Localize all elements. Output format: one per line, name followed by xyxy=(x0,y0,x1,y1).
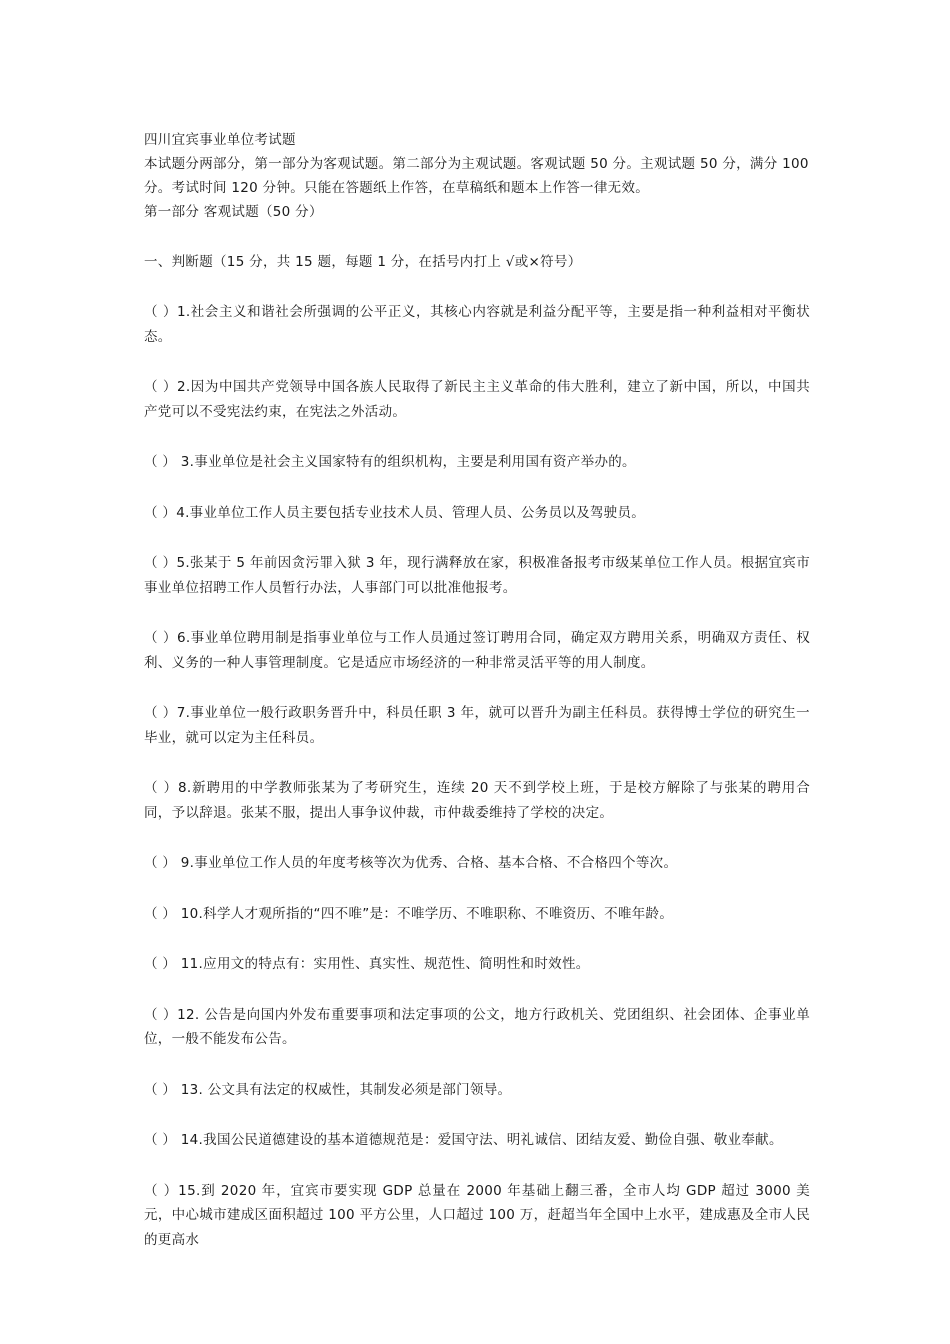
question-9 xyxy=(144,851,810,876)
question-15 xyxy=(144,1179,810,1253)
question-8 xyxy=(144,776,810,825)
question-text: （ ）15.到 2020 年，宜宾市要实现 GDP 总量在 2000 年基础上翻三番，全市人均 GDP 超过 3000 美元，中心城市建成区面积超过 100 平方公里，人口超过 100 万，赶超当年全国中上水平，建成惠及全市人民的更高水 xyxy=(144,1182,810,1248)
question-5 xyxy=(144,551,810,600)
question-text: （ ）12. 公告是向国内外发布重要事项和法定事项的公文，地方行政机关、党团组织、社会团体、企事业单位，一般不能发布公告。 xyxy=(144,1006,810,1047)
question-11 xyxy=(144,952,810,977)
question-text: （ ）8.新聘用的中学教师张某为了考研究生，连续 20 天不到学校上班，于是校方解除了与张某的聘用合同，予以辞退。张某不服，提出人事争议仲裁，市仲裁委维持了学校的决定。 xyxy=(144,780,810,821)
question-6 xyxy=(144,626,810,675)
document-title: 四川宜宾事业单位考试题 xyxy=(144,132,296,148)
question-13 xyxy=(144,1078,810,1103)
question-7 xyxy=(144,701,810,750)
question-text: （ ） 11.应用文的特点有：实用性、真实性、规范性、简明性和时效性。 xyxy=(144,956,590,972)
question-text: （ ）2.因为中国共产党领导中国各族人民取得了新民主主义革命的伟大胜利，建立了新中国，所以，中国共产党可以不受宪法约束，在宪法之外活动。 xyxy=(144,379,810,420)
question-text: （ ） 13. 公文具有法定的权威性，其制发必须是部门领导。 xyxy=(144,1081,512,1098)
question-text: （ ） 3.事业单位是社会主义国家特有的组织机构，主要是利用国有资产举办的。 xyxy=(144,454,636,470)
intro-line-1: 本试题分两部分，第一部分为客观试题。第二部分为主观试题。客观试题 50 分。主观试题 50 分，满分 100 xyxy=(144,156,809,172)
question-text: （ ）4.事业单位工作人员主要包括专业技术人员、管理人员、公务员以及驾驶员。 xyxy=(144,504,646,521)
question-14 xyxy=(144,1128,810,1153)
question-4 xyxy=(144,501,810,526)
section-one-heading: 一、判断题（15 分，共 15 题，每题 1 分，在括号内打上 √或×符号） xyxy=(144,254,582,270)
intro-line-2: 分。考试时间 120 分钟。只能在答题纸上作答，在草稿纸和题本上作答一律无效。 xyxy=(144,180,650,196)
question-text: （ ）5.张某于 5 年前因贪污罪入狱 3 年，现行满释放在家，积极准备报考市级某单位工作人员。根据宜宾市事业单位招聘工作人员暂行办法，人事部门可以批准他报考。 xyxy=(144,555,810,596)
question-2 xyxy=(144,375,810,424)
part-one-heading: 第一部分 客观试题（50 分） xyxy=(144,204,323,220)
question-12 xyxy=(144,1003,810,1052)
question-1 xyxy=(144,300,810,349)
document-content xyxy=(144,128,810,1278)
question-text: （ ）6.事业单位聘用制是指事业单位与工作人员通过签订聘用合同，确定双方聘用关系，明确双方责任、权利、义务的一种人事管理制度。它是适应市场经济的一种非常灵活平等的用人制度。 xyxy=(144,630,810,671)
question-text: （ ） 9.事业单位工作人员的年度考核等次为优秀、合格、基本合格、不合格四个等次。 xyxy=(144,855,678,871)
question-10 xyxy=(144,902,810,927)
question-3 xyxy=(144,450,810,475)
question-text: （ ） 14.我国公民道德建设的基本道德规范是：爱国守法、明礼诚信、团结友爱、勤俭自强、敬业奉献。 xyxy=(144,1132,783,1148)
question-text: （ ） 10.科学人才观所指的“四不唯”是：不唯学历、不唯职称、不唯资历、不唯年龄。 xyxy=(144,905,674,922)
question-text: （ ）7.事业单位一般行政职务晋升中，科员任职 3 年，就可以晋升为副主任科员。获得博士学位的研究生一毕业，就可以定为主任科员。 xyxy=(144,705,810,746)
question-text: （ ）1.社会主义和谐社会所强调的公平正义，其核心内容就是利益分配平等，主要是指一种利益相对平衡状态。 xyxy=(144,304,810,345)
